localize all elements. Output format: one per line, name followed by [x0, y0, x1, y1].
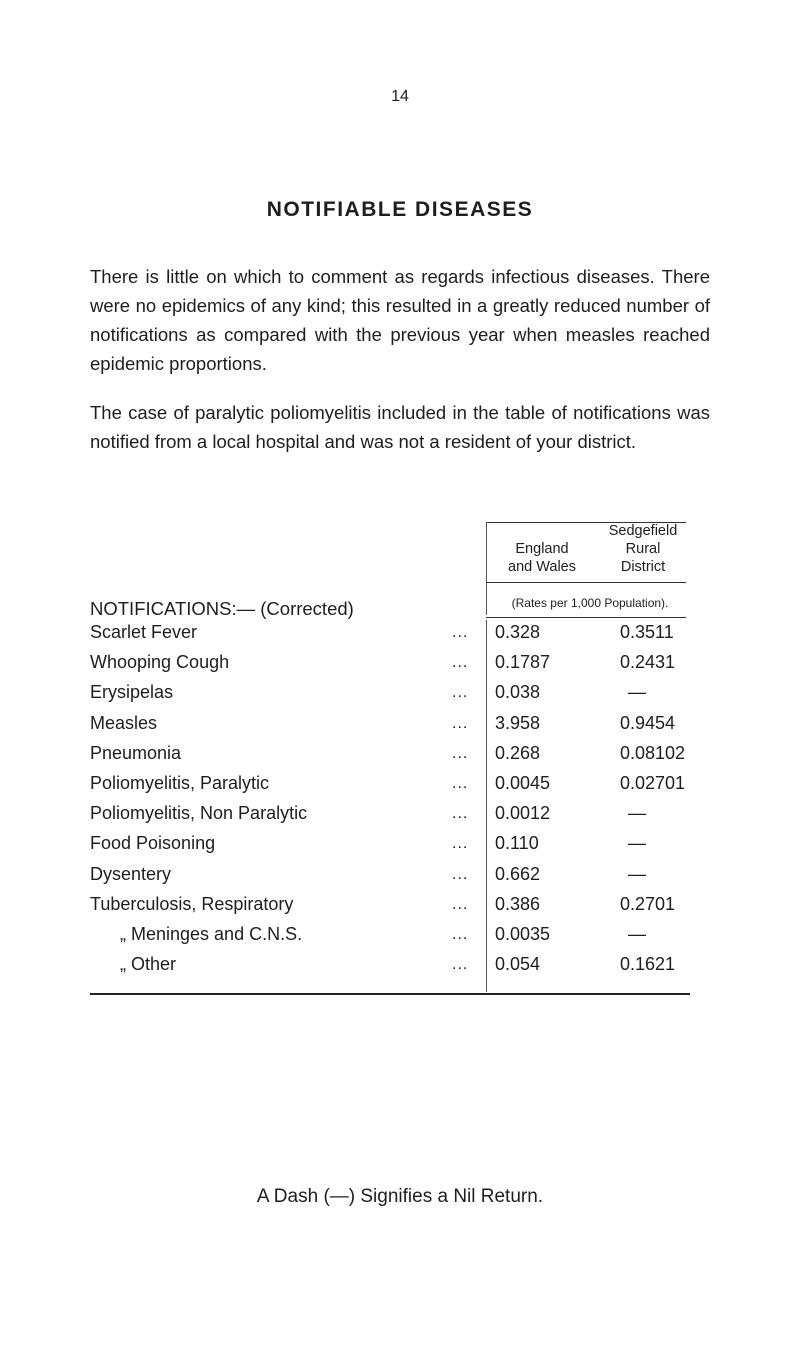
england-wales-rate: 0.328 — [495, 622, 541, 642]
sedgefield-header-line1: Sedgefield — [608, 523, 678, 539]
sedgefield-header-line2: Rural — [625, 541, 661, 557]
disease-label: „ Meninges and C.N.S. — [120, 924, 303, 944]
section-heading: NOTIFICATIONS:— (Corrected) — [90, 598, 354, 619]
england-wales-rate: 0.268 — [495, 742, 541, 763]
england-wales-rate: 0.386 — [495, 893, 541, 914]
table-row — [0, 864, 800, 892]
disease-label: Dysentery — [90, 863, 172, 884]
dot-leader: ... — [452, 835, 469, 853]
sedgefield-rate: 0.9454 — [620, 712, 676, 733]
sedgefield-rate: 0.3511 — [620, 622, 674, 642]
disease-label: Food Poisoning — [90, 833, 216, 854]
table-row — [0, 622, 800, 650]
dot-leader: ... — [452, 865, 469, 883]
england-wales-header-line2: and Wales — [508, 559, 576, 575]
page-number: 14 — [391, 88, 409, 105]
dot-leader: ... — [452, 926, 469, 943]
intro-paragraph: There is little on which to comment as regards infectious diseases. There were no epidemics of any kind; this resulted in a greatly reduced number of notifications as compared with the previous year when measles reached epidemic proportions. — [90, 266, 710, 374]
disease-label: Poliomyelitis, Non Paralytic — [90, 803, 308, 824]
polio-paragraph: The case of paralytic poliomyelitis included in the table of notifications was notified from a local hospital and was not a resident of your district. — [90, 402, 710, 452]
table-row — [0, 682, 800, 710]
table-row — [0, 773, 800, 801]
table-row — [0, 803, 800, 831]
sedgefield-rate: 0.2431 — [620, 652, 676, 673]
header-mid-rule — [486, 582, 686, 583]
dot-leader: ... — [452, 714, 469, 732]
england-wales-header — [492, 540, 592, 576]
dot-leader: ... — [452, 805, 469, 823]
dot-leader: ... — [452, 684, 469, 702]
table-row — [0, 894, 800, 922]
england-wales-rate: 0.0035 — [495, 924, 551, 944]
sedgefield-header — [594, 522, 692, 576]
page-title: NOTIFIABLE DISEASES — [266, 198, 534, 221]
dot-leader: ... — [452, 744, 469, 762]
sedgefield-rate: — — [628, 924, 646, 944]
sedgefield-rate: — — [628, 833, 646, 854]
england-wales-header-line1: England — [515, 541, 569, 557]
dot-leader: ... — [452, 956, 469, 974]
england-wales-rate: 0.662 — [495, 863, 541, 884]
dot-leader: ... — [452, 624, 469, 641]
sedgefield-rate: — — [628, 682, 646, 703]
disease-label: Erysipelas — [90, 682, 174, 703]
england-wales-rate: 0.0012 — [495, 803, 551, 824]
sedgefield-rate: 0.1621 — [620, 954, 676, 975]
rate-note: (Rates per 1,000 Population). — [511, 596, 669, 610]
table-row — [0, 954, 800, 982]
sedgefield-rate: — — [628, 803, 646, 824]
table-bottom-rule — [90, 993, 690, 995]
table-row — [0, 924, 800, 952]
england-wales-rate: 0.038 — [495, 682, 541, 703]
england-wales-rate: 0.1787 — [495, 652, 551, 673]
dot-leader: ... — [452, 654, 469, 672]
england-wales-rate: 3.958 — [495, 712, 541, 733]
sedgefield-rate: 0.2701 — [620, 893, 676, 914]
sedgefield-rate: — — [628, 863, 646, 884]
table-row — [0, 833, 800, 861]
disease-label: Tuberculosis, Respiratory — [90, 893, 294, 914]
table-row — [0, 713, 800, 741]
table-row — [0, 652, 800, 680]
england-wales-rate: 0.054 — [495, 954, 541, 975]
england-wales-rate: 0.110 — [495, 833, 539, 854]
disease-label: Poliomyelitis, Paralytic — [90, 773, 270, 793]
disease-label: Scarlet Fever — [90, 622, 198, 642]
sedgefield-header-line3: District — [620, 559, 666, 575]
disease-label: Whooping Cough — [90, 652, 230, 673]
disease-label: Pneumonia — [90, 742, 182, 763]
disease-label: Measles — [90, 712, 158, 733]
dot-leader: ... — [452, 775, 469, 792]
sedgefield-rate: 0.08102 — [620, 742, 686, 763]
england-wales-rate: 0.0045 — [495, 773, 551, 793]
table-row — [0, 743, 800, 771]
dot-leader: ... — [452, 895, 469, 913]
disease-label: „ Other — [120, 954, 177, 975]
sedgefield-rate: 0.02701 — [620, 773, 686, 793]
footnote: A Dash (—) Signifies a Nil Return. — [256, 1186, 544, 1207]
header-bottom-rule — [486, 617, 686, 618]
